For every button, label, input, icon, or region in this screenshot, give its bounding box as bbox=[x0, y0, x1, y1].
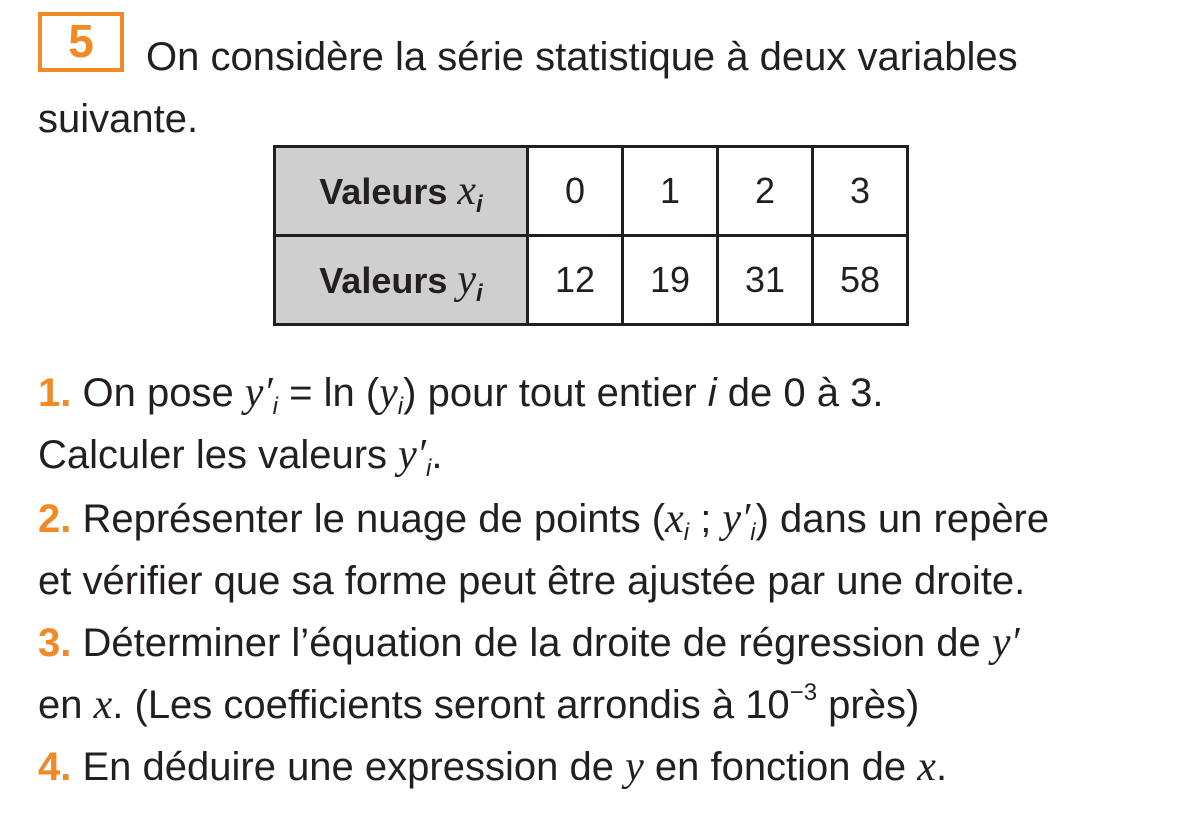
var-x: x bbox=[457, 168, 477, 214]
text: = ln ( bbox=[277, 371, 380, 415]
text: en fonction de bbox=[643, 745, 918, 789]
text: en bbox=[38, 683, 94, 727]
question-3-line-2 bbox=[38, 679, 920, 728]
table-cell: 0 bbox=[528, 147, 623, 236]
table-cell: 58 bbox=[813, 236, 908, 325]
row-header-x bbox=[275, 147, 528, 236]
text: ; bbox=[689, 497, 723, 541]
text: ) dans un repère bbox=[755, 497, 1050, 541]
question-number: 1. bbox=[38, 371, 72, 415]
intro-line-1: On considère la série statistique à deux variables bbox=[146, 35, 1018, 79]
subscript-i: i bbox=[425, 455, 432, 482]
exponent: −3 bbox=[789, 679, 818, 706]
var-y: y bbox=[457, 257, 477, 303]
subscript-i: i bbox=[683, 519, 690, 546]
row-header-y bbox=[275, 236, 528, 325]
text: En déduire une expression de bbox=[71, 745, 626, 789]
subscript-i: i bbox=[476, 191, 483, 218]
exercise-number-badge: 5 bbox=[38, 12, 124, 72]
var-y-prime: y′ bbox=[722, 496, 751, 542]
table-cell: 2 bbox=[718, 147, 813, 236]
text: On pose bbox=[71, 371, 245, 415]
text: de 0 à 3. bbox=[716, 371, 884, 415]
var-y: y bbox=[379, 370, 398, 416]
subscript-i: i bbox=[750, 519, 756, 546]
question-1-line-1 bbox=[38, 370, 884, 420]
text: près) bbox=[817, 683, 920, 727]
var-x: x bbox=[93, 682, 113, 728]
subscript-i: i bbox=[272, 393, 278, 420]
text: ) pour tout entier bbox=[403, 371, 708, 415]
table-cell: 3 bbox=[813, 147, 908, 236]
table-cell: 12 bbox=[528, 236, 623, 325]
text: Calculer les valeurs bbox=[38, 433, 399, 477]
text: . bbox=[935, 745, 948, 789]
question-number: 2. bbox=[38, 497, 72, 541]
var-y-prime: y′ bbox=[398, 432, 426, 478]
text: Représenter le nuage de points ( bbox=[71, 497, 666, 541]
var-y: y bbox=[625, 744, 644, 790]
subscript-i: i bbox=[397, 393, 404, 420]
text: Déterminer l’équation de la droite de régression de bbox=[71, 621, 992, 665]
table-row-x bbox=[275, 147, 908, 236]
intro-line-2: suivante. bbox=[38, 97, 199, 141]
var-x: x bbox=[665, 496, 684, 542]
var-y-prime: y′ bbox=[991, 620, 1020, 666]
var-i: i bbox=[707, 371, 717, 415]
text: . (Les coefficients seront arrondis à 10 bbox=[112, 683, 790, 727]
question-4-line-1 bbox=[38, 744, 947, 790]
question-2-line-1 bbox=[38, 496, 1050, 546]
data-table bbox=[273, 145, 909, 326]
subscript-i: i bbox=[476, 280, 483, 307]
row-header-label: Valeurs bbox=[319, 260, 458, 301]
table-cell: 31 bbox=[718, 236, 813, 325]
question-1-line-2 bbox=[38, 432, 443, 482]
question-2-line-2: et vérifier que sa forme peut être ajustée par une droite. bbox=[38, 559, 1026, 603]
question-3-line-1 bbox=[38, 620, 1020, 666]
question-number: 4. bbox=[38, 745, 72, 789]
row-header-label: Valeurs bbox=[319, 171, 458, 212]
table-cell: 19 bbox=[623, 236, 718, 325]
table-row-y bbox=[275, 236, 908, 325]
var-y-prime: y′ bbox=[244, 370, 273, 416]
text: . bbox=[431, 433, 443, 477]
var-x: x bbox=[917, 744, 936, 790]
question-number: 3. bbox=[38, 621, 72, 665]
table-cell: 1 bbox=[623, 147, 718, 236]
